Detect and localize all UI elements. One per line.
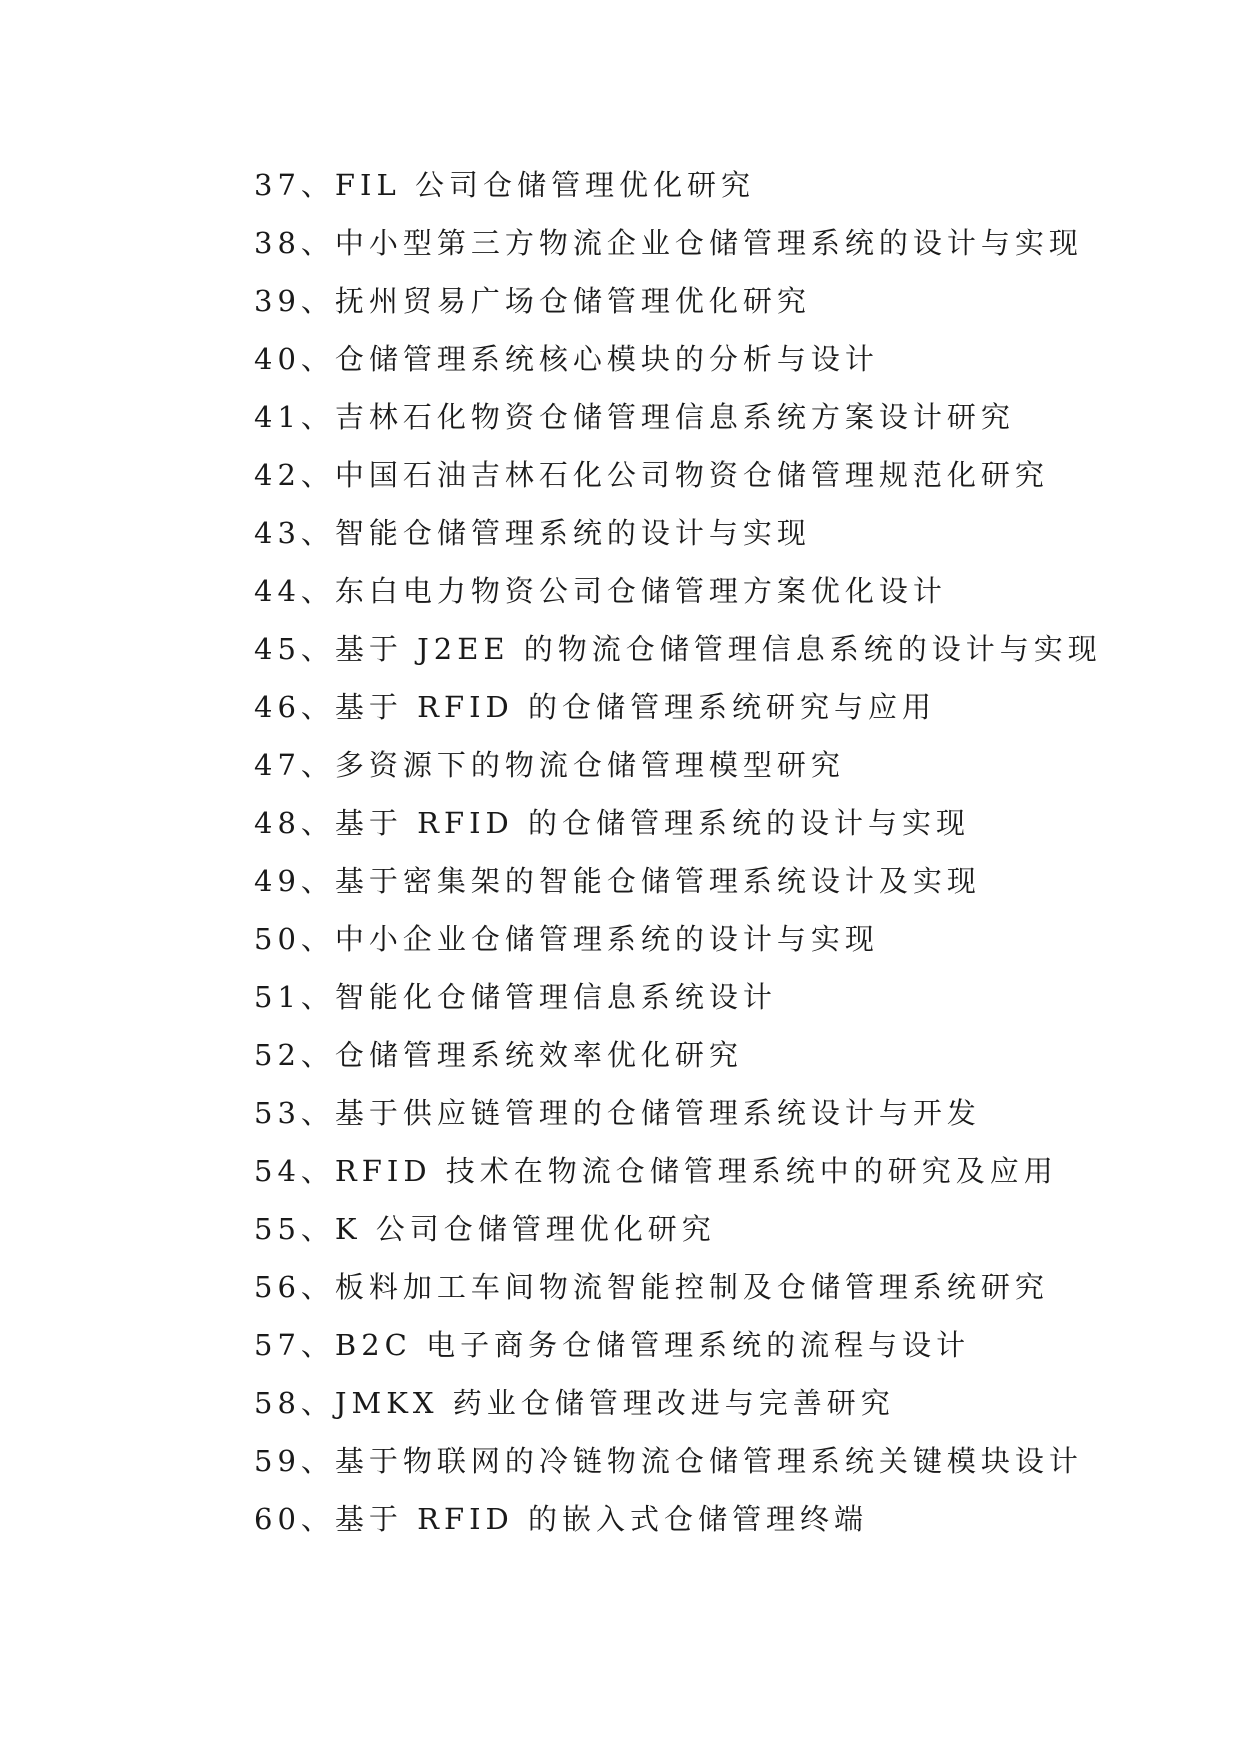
list-item: 49、基于密集架的智能仓储管理系统设计及实现 xyxy=(254,864,981,898)
list-item: 56、板料加工车间物流智能控制及仓储管理系统研究 xyxy=(254,1270,1049,1304)
list-item: 45、基于 J2EE 的物流仓储管理信息系统的设计与实现 xyxy=(254,632,1102,666)
list-item: 50、中小企业仓储管理系统的设计与实现 xyxy=(254,922,879,956)
list-item: 46、基于 RFID 的仓储管理系统研究与应用 xyxy=(254,690,937,724)
list-item: 39、抚州贸易广场仓储管理优化研究 xyxy=(254,284,811,318)
list-item: 51、智能化仓储管理信息系统设计 xyxy=(254,980,777,1014)
list-item: 55、K 公司仓储管理优化研究 xyxy=(254,1212,716,1246)
list-item: 43、智能仓储管理系统的设计与实现 xyxy=(254,516,811,550)
list-item: 58、JMKX 药业仓储管理改进与完善研究 xyxy=(254,1386,895,1420)
list-item: 59、基于物联网的冷链物流仓储管理系统关键模块设计 xyxy=(254,1444,1083,1478)
list-item: 52、仓储管理系统效率优化研究 xyxy=(254,1038,743,1072)
list-item: 54、RFID 技术在物流仓储管理系统中的研究及应用 xyxy=(254,1154,1058,1188)
list-item: 41、吉林石化物资仓储管理信息系统方案设计研究 xyxy=(254,400,1015,434)
list-item: 42、中国石油吉林石化公司物资仓储管理规范化研究 xyxy=(254,458,1049,492)
list-item: 37、FIL 公司仓储管理优化研究 xyxy=(254,168,755,202)
list-item: 44、东白电力物资公司仓储管理方案优化设计 xyxy=(254,574,947,608)
list-item: 38、中小型第三方物流企业仓储管理系统的设计与实现 xyxy=(254,226,1083,260)
list-item: 57、B2C 电子商务仓储管理系统的流程与设计 xyxy=(254,1328,971,1362)
list-item: 40、仓储管理系统核心模块的分析与设计 xyxy=(254,342,879,376)
thesis-topic-list xyxy=(254,158,1102,1550)
list-item: 53、基于供应链管理的仓储管理系统设计与开发 xyxy=(254,1096,981,1130)
list-item: 48、基于 RFID 的仓储管理系统的设计与实现 xyxy=(254,806,971,840)
list-item: 60、基于 RFID 的嵌入式仓储管理终端 xyxy=(254,1502,869,1536)
list-item: 47、多资源下的物流仓储管理模型研究 xyxy=(254,748,845,782)
